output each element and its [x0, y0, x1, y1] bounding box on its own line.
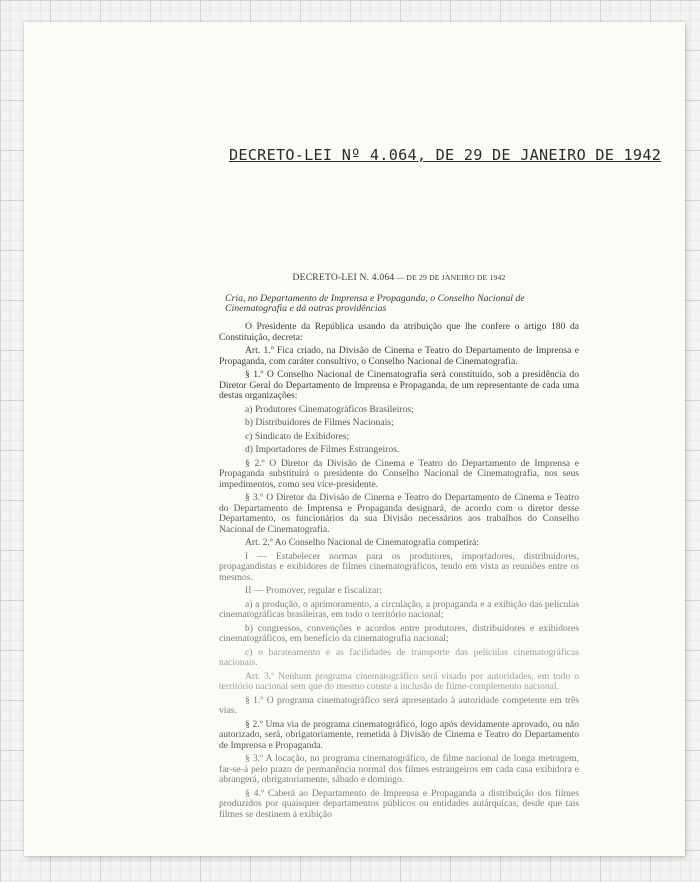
decree-paragraph: § 3.º A locação, no programa cinematográfico, de filme nacional de longa metragem, far-se-á pelo prazo de permanência normal dos filmes estrangeiros em cada casa exibidora e abrangerá, obrigatoriamente, sábado e domingo. — [219, 753, 579, 786]
decree-body — [219, 322, 579, 820]
decree-paragraph: Art. 3.º Nenhum programa cinematográfico será visado por autoridades, em todo o território nacional sem que do mesmo conste a inclusão de filme-complemento nacional. — [219, 670, 579, 693]
decree-paragraph: O Presidente da República usando da atribuição que lhe confere o artigo 180 da Constituição, decreta: — [219, 321, 579, 343]
decree-paragraph: § 2.º Uma via de programa cinematográfico, logo após devidamente aprovado, ou não autorizado, será, obrigatoriamente, remetida à Divisão de Cinema e Teatro do Departamento de Imprensa e Propaganda. — [219, 718, 579, 751]
decree-paragraph: a) a produção, o aprimoramento, a circulação, a propaganda e a exibição das películas cinematográficas brasileiras, em todo o território nacional; — [219, 598, 579, 621]
decree-date: — DE 29 DE JANEIRO DE 1942 — [394, 273, 506, 282]
document-heading: DECRETO-LEI Nº 4.064, DE 29 DE JANEIRO DE 1942 — [229, 146, 662, 164]
decree-paragraph: § 4.º Caberá ao Departamento de Imprensa e Propaganda a distribuição dos filmes produzidos por quaisquer departamentos públicos ou entidades autárquicas, desde que tais filmes se destinem à exibição — [219, 787, 579, 820]
decree-paragraph: I — Estabelecer normas para os produtores, importadores, distribuidores, propagandistas e exibidores de filmes cinematográficos, tendo em vista as reuniões entre os mesmos. — [219, 550, 579, 583]
decree-number: DECRETO-LEI N. 4.064 — [292, 272, 395, 283]
decree-paragraph: c) o barateamento e as facilidades de transporte das películas cinematográficas nacionais. — [219, 646, 579, 669]
decree-paragraph: d) Importadores de Filmes Estrangeiros. — [245, 444, 400, 456]
decree-paragraph: Art. 2.º Ao Conselho Nacional de Cinematografia competirá: — [245, 537, 479, 549]
decree-paragraph: c) Sindicato de Exibidores; — [245, 430, 350, 442]
decree-paragraph: § 1.º O programa cinematográfico será apresentado à autoridade competente em três vias. — [219, 694, 579, 717]
decree-paragraph: a) Produtores Cinematográficos Brasileiros; — [245, 403, 414, 415]
decree-paragraph: Art. 1.º Fica criado, na Divisão de Cinema e Teatro do Departamento de Imprensa e Propaganda, com caráter consultivo, o Conselho Nacional de Cinematografia. — [219, 345, 579, 367]
decree-paragraph: II — Promover, regular e fiscalizar: — [245, 585, 383, 597]
printed-decree-clipping — [219, 272, 579, 823]
decree-paragraph: § 2.º O Diretor da Divisão de Cinema e Teatro do Departamento de Imprensa e Propaganda substituirá o presidente do Conselho Nacional de Cinematografia, nos seus impedimentos, como seu vice-presidente. — [219, 457, 579, 490]
decree-title — [219, 272, 579, 283]
decree-paragraph: § 3.º O Diretor da Divisão de Cinema e Teatro do Departamento de Cinema e Teatro do Departamento de Imprensa e Propaganda designará, de acordo com o diretor desse Departamento, os funcionários da sua Divisão necessários aos trabalhos do Conselho Nacional de Cinematografia. — [219, 492, 579, 535]
decree-summary: Cria, no Departamento de Imprensa e Propaganda, o Conselho Nacional de Cinematografia e dá outras providências — [225, 293, 525, 315]
decree-paragraph: b) congressos, convenções e acordos entre produtores, distribuidores e exibidores cinematográficos, em benefício da cinematografia nacional; — [219, 622, 579, 645]
document-sheet — [24, 22, 685, 856]
decree-paragraph: § 1.º O Conselho Nacional de Cinematografia será constituído, sob a presidência do Diretor Geral do Departamento de Imprensa e Propaganda, de um representante de cada uma destas organizações: — [219, 369, 579, 402]
decree-paragraph: b) Distribuidores de Filmes Nacionais; — [245, 417, 394, 429]
